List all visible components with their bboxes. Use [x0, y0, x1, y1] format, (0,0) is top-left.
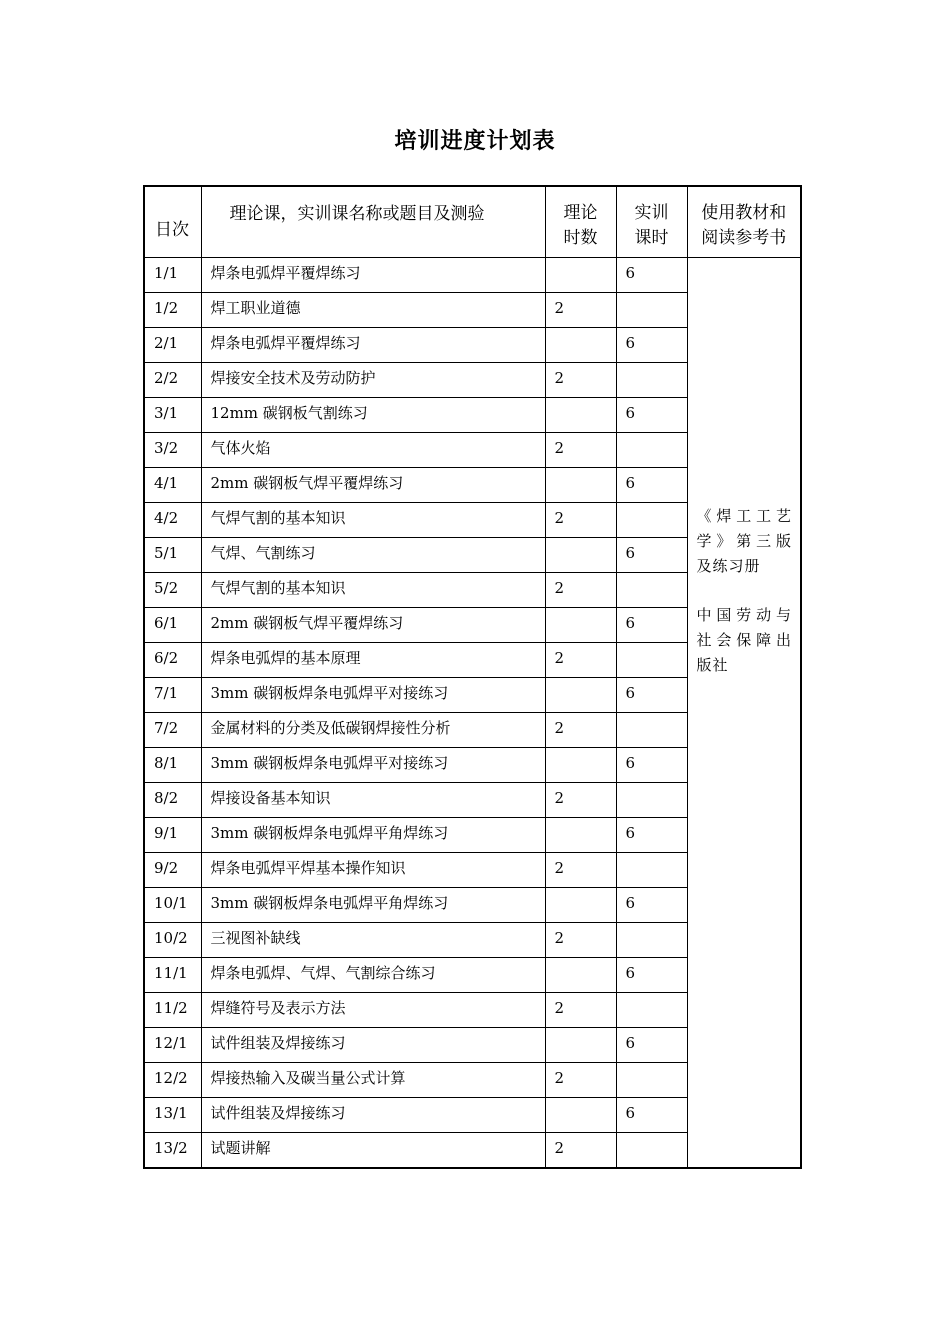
cell-practice-hours-text: [617, 643, 687, 649]
cell-theory-hours: [545, 1028, 616, 1063]
cell-theory-hours: [545, 1063, 616, 1098]
cell-course-name-text: 气焊气割的基本知识: [210, 509, 346, 527]
cell-course-name-text: 三视图补缺线: [210, 929, 301, 947]
cell-day: [144, 608, 201, 643]
cell-practice-hours: [616, 468, 687, 503]
cell-course-name-text: 3mm 碳钢板焊条电弧焊平对接练习: [210, 684, 449, 702]
cell-theory-hours: [545, 678, 616, 713]
cell-practice-hours: [616, 258, 687, 293]
cell-practice-hours-text: [617, 993, 687, 999]
page-title: 培训进度计划表: [394, 128, 556, 154]
cell-course-name: [201, 258, 545, 293]
cell-course-name-text: 试题讲解: [210, 1139, 271, 1157]
cell-day-text: 4/1: [154, 474, 179, 492]
header-reference-line1: 使用教材和: [701, 203, 787, 223]
cell-practice-hours-text: [617, 503, 687, 509]
reference-book-title: 《焊工工艺学》第三版及练习册: [696, 507, 792, 575]
cell-practice-hours: [616, 1063, 687, 1098]
cell-practice-hours: [616, 1133, 687, 1169]
cell-practice-hours: [616, 678, 687, 713]
cell-practice-hours: [616, 818, 687, 853]
cell-day: [144, 958, 201, 993]
cell-theory-hours-text: [546, 1028, 616, 1034]
cell-theory-hours-text: 2: [554, 579, 565, 597]
cell-practice-hours-text: [617, 923, 687, 929]
cell-day-text: 13/2: [154, 1139, 188, 1157]
cell-day: [144, 468, 201, 503]
cell-day-text: 3/1: [154, 404, 179, 422]
cell-day: [144, 1133, 201, 1169]
cell-course-name-text: 焊工职业道德: [210, 299, 301, 317]
cell-day-text: 11/1: [154, 964, 188, 982]
cell-course-name-text: 气焊气割的基本知识: [210, 579, 346, 597]
cell-course-name: [201, 853, 545, 888]
cell-practice-hours-text: [617, 363, 687, 369]
cell-course-name: [201, 643, 545, 678]
table-header-row: [144, 186, 801, 258]
cell-theory-hours: [545, 643, 616, 678]
cell-day: [144, 748, 201, 783]
cell-day-text: 2/2: [154, 369, 179, 387]
cell-practice-hours-text: 6: [625, 1034, 636, 1052]
cell-practice-hours: [616, 573, 687, 608]
cell-day: [144, 853, 201, 888]
training-schedule-table-wrapper: [143, 185, 802, 1169]
cell-theory-hours-text: 2: [554, 999, 565, 1017]
cell-course-name-text: 焊接设备基本知识: [210, 789, 331, 807]
cell-day-text: 7/1: [154, 684, 179, 702]
cell-day: [144, 818, 201, 853]
cell-theory-hours-text: [546, 1098, 616, 1104]
cell-practice-hours: [616, 398, 687, 433]
cell-practice-hours-text: 6: [625, 754, 636, 772]
cell-course-name-text: 焊条电弧焊平覆焊练习: [210, 334, 361, 352]
cell-theory-hours: [545, 853, 616, 888]
cell-course-name: [201, 713, 545, 748]
header-day: 日次: [144, 186, 201, 258]
cell-course-name-text: 2mm 碳钢板气焊平覆焊练习: [210, 474, 404, 492]
cell-day: [144, 293, 201, 328]
cell-theory-hours-text: 2: [554, 439, 565, 457]
cell-course-name: [201, 608, 545, 643]
cell-practice-hours: [616, 503, 687, 538]
cell-theory-hours-text: [546, 538, 616, 544]
cell-practice-hours: [616, 783, 687, 818]
cell-day: [144, 713, 201, 748]
cell-practice-hours-text: [617, 433, 687, 439]
cell-theory-hours-text: 2: [554, 719, 565, 737]
cell-day: [144, 363, 201, 398]
cell-theory-hours: [545, 923, 616, 958]
cell-course-name: [201, 923, 545, 958]
cell-course-name-text: 焊接热输入及碳当量公式计算: [210, 1069, 406, 1087]
cell-course-name: [201, 328, 545, 363]
cell-course-name: [201, 1028, 545, 1063]
cell-course-name: [201, 363, 545, 398]
cell-course-name: [201, 783, 545, 818]
cell-course-name: [201, 433, 545, 468]
cell-theory-hours: [545, 433, 616, 468]
cell-course-name-text: 焊条电弧焊的基本原理: [210, 649, 361, 667]
cell-course-name: [201, 1133, 545, 1169]
cell-course-name: [201, 993, 545, 1028]
cell-theory-hours-text: 2: [554, 929, 565, 947]
cell-practice-hours: [616, 1098, 687, 1133]
cell-theory-hours: [545, 888, 616, 923]
cell-course-name-text: 气焊、气割练习: [210, 544, 316, 562]
cell-practice-hours: [616, 433, 687, 468]
cell-course-name-text: 焊条电弧焊平覆焊练习: [210, 264, 361, 282]
cell-theory-hours-text: [546, 678, 616, 684]
cell-day-text: 5/2: [154, 579, 179, 597]
cell-practice-hours: [616, 608, 687, 643]
cell-theory-hours: [545, 958, 616, 993]
cell-practice-hours-text: [617, 573, 687, 579]
cell-course-name: [201, 398, 545, 433]
cell-practice-hours: [616, 993, 687, 1028]
cell-day: [144, 538, 201, 573]
cell-practice-hours-text: [617, 853, 687, 859]
cell-course-name: [201, 293, 545, 328]
cell-day: [144, 328, 201, 363]
training-schedule-table: [143, 185, 802, 1169]
cell-course-name-text: 试件组装及焊接练习: [210, 1104, 346, 1122]
header-theory-line2: 时数: [563, 228, 598, 248]
cell-theory-hours-text: 2: [554, 299, 565, 317]
cell-course-name: [201, 748, 545, 783]
header-reference-line2: 阅读参考书: [701, 228, 787, 248]
cell-day: [144, 923, 201, 958]
cell-theory-hours-text: [546, 748, 616, 754]
cell-practice-hours-text: 6: [625, 824, 636, 842]
cell-day-text: 1/2: [154, 299, 179, 317]
cell-day-text: 13/1: [154, 1104, 188, 1122]
cell-theory-hours-text: [546, 958, 616, 964]
table-row: [144, 258, 801, 293]
cell-day: [144, 1028, 201, 1063]
cell-practice-hours-text: [617, 783, 687, 789]
cell-practice-hours-text: 6: [625, 1104, 636, 1122]
cell-day-text: 6/2: [154, 649, 179, 667]
cell-day-text: 12/2: [154, 1069, 188, 1087]
header-practice-hours: [616, 186, 687, 258]
header-course-name: 理论课，实训课名称或题目及测验: [201, 186, 545, 258]
cell-practice-hours: [616, 293, 687, 328]
cell-theory-hours: [545, 258, 616, 293]
cell-day-text: 2/1: [154, 334, 179, 352]
cell-day: [144, 398, 201, 433]
cell-practice-hours-text: 6: [625, 894, 636, 912]
cell-course-name: [201, 573, 545, 608]
cell-day-text: 4/2: [154, 509, 179, 527]
cell-course-name: [201, 538, 545, 573]
cell-course-name-text: 焊条电弧焊、气焊、气割综合练习: [210, 964, 436, 982]
cell-theory-hours: [545, 293, 616, 328]
cell-reference-books: [687, 258, 801, 1169]
cell-theory-hours-text: [546, 608, 616, 614]
cell-practice-hours: [616, 923, 687, 958]
cell-day: [144, 1098, 201, 1133]
cell-practice-hours-text: [617, 1133, 687, 1139]
cell-practice-hours-text: 6: [625, 614, 636, 632]
cell-theory-hours: [545, 608, 616, 643]
header-practice-line2: 课时: [634, 228, 669, 248]
cell-theory-hours: [545, 398, 616, 433]
cell-day: [144, 888, 201, 923]
cell-practice-hours-text: 6: [625, 474, 636, 492]
cell-course-name: [201, 888, 545, 923]
cell-day-text: 1/1: [154, 264, 179, 282]
cell-theory-hours-text: 2: [554, 1069, 565, 1087]
cell-course-name-text: 焊接安全技术及劳动防护: [210, 369, 376, 387]
cell-practice-hours: [616, 713, 687, 748]
cell-theory-hours-text: 2: [554, 859, 565, 877]
cell-theory-hours: [545, 713, 616, 748]
cell-theory-hours-text: 2: [554, 509, 565, 527]
cell-practice-hours: [616, 538, 687, 573]
cell-theory-hours-text: 2: [554, 1139, 565, 1157]
cell-practice-hours: [616, 363, 687, 398]
cell-theory-hours: [545, 363, 616, 398]
cell-day-text: 7/2: [154, 719, 179, 737]
cell-practice-hours-text: 6: [625, 544, 636, 562]
cell-day-text: 6/1: [154, 614, 179, 632]
cell-day-text: 12/1: [154, 1034, 188, 1052]
cell-course-name-text: 焊缝符号及表示方法: [210, 999, 346, 1017]
cell-theory-hours: [545, 538, 616, 573]
cell-practice-hours: [616, 888, 687, 923]
cell-practice-hours: [616, 328, 687, 363]
cell-day: [144, 258, 201, 293]
cell-theory-hours: [545, 468, 616, 503]
cell-theory-hours: [545, 818, 616, 853]
header-theory-line1: 理论: [563, 203, 598, 223]
cell-course-name-text: 3mm 碳钢板焊条电弧焊平角焊练习: [210, 894, 449, 912]
cell-course-name: [201, 678, 545, 713]
cell-theory-hours-text: [546, 258, 616, 264]
table-body: [144, 258, 801, 1169]
cell-day-text: 3/2: [154, 439, 179, 457]
cell-course-name-text: 金属材料的分类及低碳钢焊接性分析: [210, 719, 451, 737]
header-theory-hours: [545, 186, 616, 258]
cell-course-name: [201, 1063, 545, 1098]
cell-practice-hours: [616, 643, 687, 678]
cell-day: [144, 993, 201, 1028]
cell-day: [144, 643, 201, 678]
cell-course-name-text: 2mm 碳钢板气焊平覆焊练习: [210, 614, 404, 632]
cell-course-name-text: 12mm 碳钢板气割练习: [210, 404, 368, 422]
cell-day: [144, 573, 201, 608]
cell-day: [144, 503, 201, 538]
cell-theory-hours-text: 2: [554, 649, 565, 667]
cell-practice-hours-text: 6: [625, 264, 636, 282]
cell-theory-hours-text: 2: [554, 369, 565, 387]
cell-course-name-text: 焊条电弧焊平焊基本操作知识: [210, 859, 406, 877]
cell-practice-hours: [616, 1028, 687, 1063]
cell-practice-hours-text: [617, 1063, 687, 1069]
cell-day-text: 8/1: [154, 754, 179, 772]
cell-course-name: [201, 468, 545, 503]
cell-day: [144, 678, 201, 713]
header-practice-line1: 实训: [634, 203, 669, 223]
cell-theory-hours: [545, 503, 616, 538]
cell-practice-hours: [616, 958, 687, 993]
cell-practice-hours-text: [617, 713, 687, 719]
cell-day: [144, 783, 201, 818]
cell-course-name-text: 3mm 碳钢板焊条电弧焊平对接练习: [210, 754, 449, 772]
cell-course-name: [201, 503, 545, 538]
header-reference-books: [687, 186, 801, 258]
cell-practice-hours-text: 6: [625, 684, 636, 702]
cell-practice-hours: [616, 748, 687, 783]
cell-theory-hours: [545, 993, 616, 1028]
cell-theory-hours: [545, 328, 616, 363]
cell-day-text: 5/1: [154, 544, 179, 562]
cell-practice-hours-text: 6: [625, 964, 636, 982]
cell-day: [144, 433, 201, 468]
cell-course-name: [201, 1098, 545, 1133]
cell-theory-hours-text: [546, 398, 616, 404]
cell-theory-hours: [545, 1133, 616, 1169]
cell-course-name-text: 试件组装及焊接练习: [210, 1034, 346, 1052]
cell-day-text: 10/2: [154, 929, 188, 947]
cell-practice-hours-text: 6: [625, 334, 636, 352]
cell-practice-hours-text: [617, 293, 687, 299]
cell-theory-hours: [545, 748, 616, 783]
cell-day-text: 9/1: [154, 824, 179, 842]
cell-theory-hours: [545, 573, 616, 608]
cell-theory-hours: [545, 783, 616, 818]
cell-day-text: 9/2: [154, 859, 179, 877]
cell-theory-hours-text: [546, 328, 616, 334]
cell-course-name-text: 3mm 碳钢板焊条电弧焊平角焊练习: [210, 824, 449, 842]
cell-course-name-text: 气体火焰: [210, 439, 271, 457]
cell-theory-hours: [545, 1098, 616, 1133]
reference-publisher: 中国劳动与社会保障出版社: [696, 606, 792, 674]
cell-practice-hours-text: 6: [625, 404, 636, 422]
cell-theory-hours-text: [546, 468, 616, 474]
cell-practice-hours: [616, 853, 687, 888]
cell-day: [144, 1063, 201, 1098]
cell-course-name: [201, 818, 545, 853]
cell-course-name: [201, 958, 545, 993]
cell-day-text: 8/2: [154, 789, 179, 807]
cell-day-text: 11/2: [154, 999, 188, 1017]
cell-theory-hours-text: [546, 888, 616, 894]
cell-theory-hours-text: [546, 818, 616, 824]
cell-theory-hours-text: 2: [554, 789, 565, 807]
cell-day-text: 10/1: [154, 894, 188, 912]
